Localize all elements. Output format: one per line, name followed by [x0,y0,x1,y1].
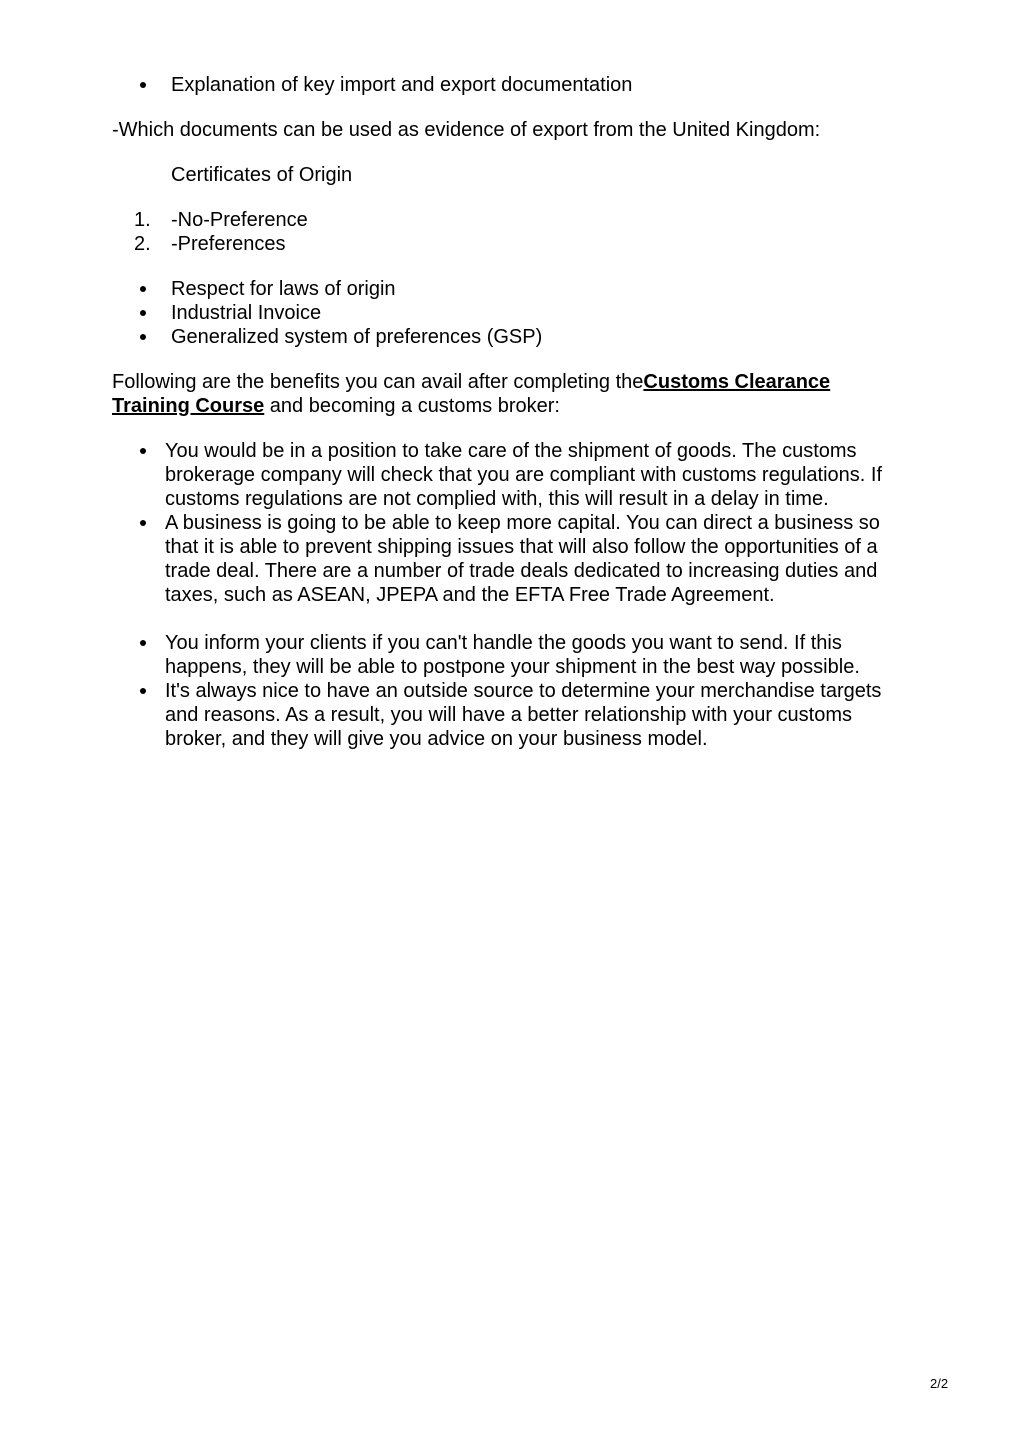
course-link[interactable]: Customs Clearance Training Course [112,371,831,417]
list-number: 2. [134,233,151,255]
bullet-icon [140,82,146,88]
list-item: Industrial Invoice [171,302,322,324]
bullet-icon [140,688,146,694]
question-text: -Which documents can be used as evidence of export from the United Kingdom: [112,119,821,141]
list-item: -Preferences [171,233,286,255]
bullet-icon [140,448,146,454]
benefit-item: It's always nice to have an outside source to determine your merchandise targets and reasons. As a result, you will have a better relationship with your customs broker, and they will give you advice on your business model. [165,680,882,750]
benefit-item: You would be in a position to take care of the shipment of goods. The customs brokerage company will check that you are compliant with customs regulations. If customs regulations are not complied with, this will result in a delay in time. [165,440,883,510]
bullet-icon [140,640,146,646]
benefits-intro: Following are the benefits you can avail after completing theCustoms Clearance Training Course and becoming a customs broker: [112,371,831,417]
intro-bullet: Explanation of key import and export documentation [171,74,633,96]
list-item: Respect for laws of origin [171,278,396,300]
certificates-heading: Certificates of Origin [171,164,353,186]
page-number: 2/2 [930,1376,949,1391]
bullet-icon [140,334,146,340]
bullet-icon [140,286,146,292]
bullet-icon [140,310,146,316]
benefit-item: A business is going to be able to keep more capital. You can direct a business so that it is able to prevent shipping issues that will also follow the opportunities of a trade deal. There are a number of trade deals dedicated to increasing duties and taxes, such as ASEAN, JPEPA and the EFTA Free Trade Agreement. [165,512,880,606]
list-item: -No-Preference [171,209,308,231]
benefit-item: You inform your clients if you can't handle the goods you want to send. If this happens, they will be able to postpone your shipment in the best way possible. [165,632,860,678]
list-number: 1. [134,209,151,231]
list-item: Generalized system of preferences (GSP) [171,326,543,348]
bullet-icon [140,520,146,526]
